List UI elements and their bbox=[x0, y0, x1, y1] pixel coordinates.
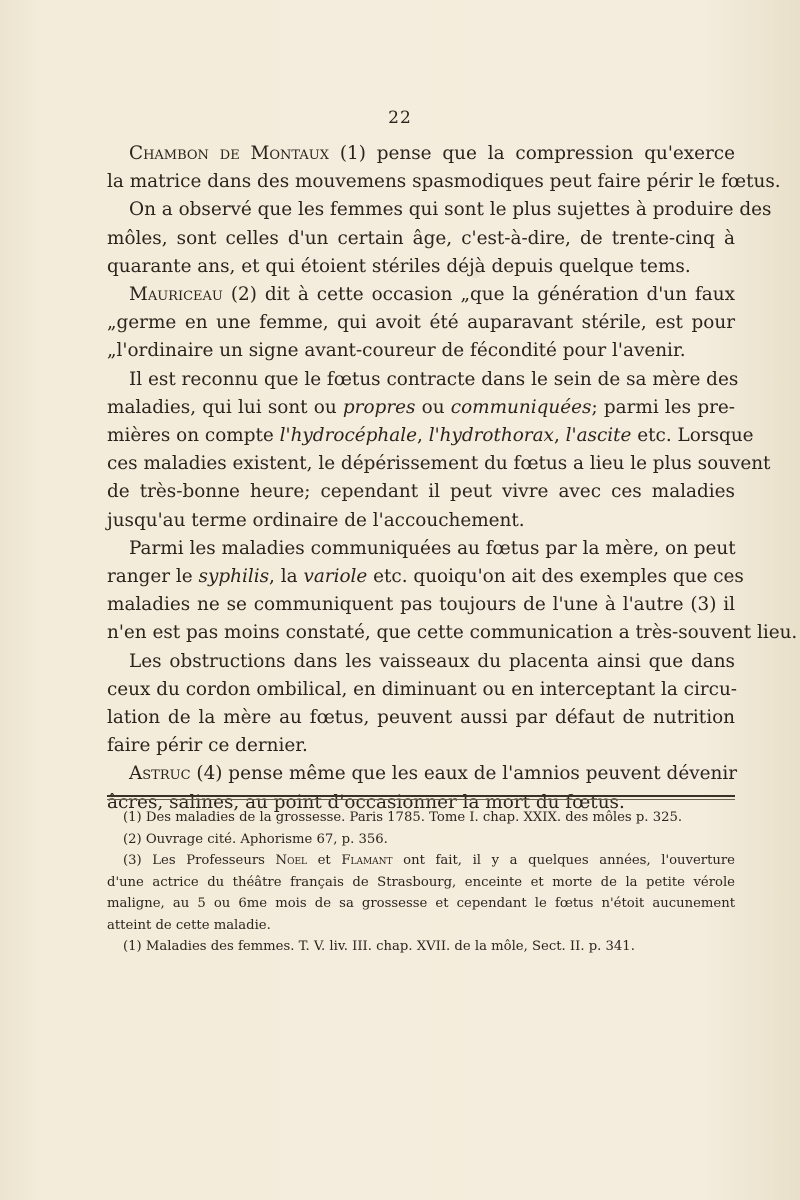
text-line: quarante ans, et qui étoient stériles déjà depuis quelque tems. bbox=[107, 255, 691, 277]
footnote-line: maligne, au 5 ou 6me mois de sa grossesse et cependant le fœtus n'étoit aucunement bbox=[107, 896, 735, 911]
text-line: ces maladies existent, le dépérissement du fœtus a lieu le plus souvent bbox=[107, 453, 771, 475]
footnote-line: atteint de cette maladie. bbox=[107, 917, 271, 933]
text-line: Chambon de Montaux (1) pense que la compression qu'exerce bbox=[129, 143, 735, 164]
text-line: Les obstructions dans les vaisseaux du placenta ainsi que dans bbox=[129, 650, 735, 672]
author-name: Chambon de Montaux bbox=[129, 143, 329, 164]
text-line: Mauriceau (2) dit à cette occasion „que la génération d'un faux bbox=[129, 284, 735, 306]
text-line: jusqu'au terme ordinaire de l'accouchement. bbox=[107, 509, 525, 531]
footnote: (1) Des maladies de la grossesse. Paris 1785. Tome I. chap. XXIX. des môles p. 325. bbox=[123, 810, 683, 825]
page-number: 22 bbox=[388, 108, 412, 128]
footnote: (3) Les Professeurs Noel et Flamant ont fait, il y a quelques années, l'ouverture bbox=[123, 853, 735, 868]
text-line: n'en est pas moins constaté, que cette communication a très-souvent lieu. bbox=[107, 622, 798, 644]
text-line: Il est reconnu que le fœtus contracte dans le sein de sa mère des bbox=[129, 368, 739, 390]
footnote: (1) Maladies des femmes. T. V. liv. III. chap. XVII. de la môle, Sect. II. p. 341. bbox=[123, 939, 635, 954]
text-line: môles, sont celles d'un certain âge, c'est-à-dire, de trente-cinq à bbox=[107, 227, 735, 249]
footnote-rule bbox=[107, 795, 735, 798]
text-line: de très-bonne heure; cependant il peut vivre avec ces maladies bbox=[107, 481, 735, 503]
text-line: „germe en une femme, qui avoit été auparavant stérile, est pour bbox=[107, 312, 735, 334]
text-line: maladies, qui lui sont ou propres ou communiquées; parmi les pre- bbox=[107, 396, 735, 418]
text-line: „l'ordinaire un signe avant-coureur de fécondité pour l'avenir. bbox=[107, 340, 686, 362]
footnote: (2) Ouvrage cité. Aphorisme 67, p. 356. bbox=[123, 831, 388, 847]
text-line: maladies ne se communiquent pas toujours de l'une à l'autre (3) il bbox=[107, 594, 735, 616]
text-line: mières on compte l'hydrocéphale, l'hydrothorax, l'ascite etc. Lorsque bbox=[107, 425, 754, 447]
author-name: Mauriceau bbox=[129, 284, 223, 306]
text-line: Astruc (4) pense même que les eaux de l'amnios peuvent dévenir bbox=[129, 763, 737, 785]
text-line: faire périr ce dernier. bbox=[107, 735, 308, 757]
text-line: âcres, salines, au point d'occasionner la mort du fœtus. bbox=[107, 791, 625, 813]
text-line: lation de la mère au fœtus, peuvent aussi par défaut de nutrition bbox=[107, 707, 735, 729]
footnotes bbox=[107, 807, 735, 958]
text-line: ranger le syphilis, la variole etc. quoiqu'on ait des exemples que ces bbox=[107, 566, 744, 588]
text-line: ceux du cordon ombilical, en diminuant ou en interceptant la circu- bbox=[107, 678, 737, 700]
text-line: la matrice dans des mouvemens spasmodiques peut faire périr le fœtus. bbox=[107, 171, 781, 193]
main-text bbox=[107, 140, 798, 817]
author-name: Astruc bbox=[129, 763, 191, 785]
footnote-line: d'une actrice du théâtre français de Strasbourg, enceinte et morte de la petite vérole bbox=[107, 874, 735, 890]
text-line: Parmi les maladies communiquées au fœtus par la mère, on peut bbox=[129, 537, 736, 559]
text-line: On a observé que les femmes qui sont le plus sujettes à produire des bbox=[129, 199, 772, 221]
